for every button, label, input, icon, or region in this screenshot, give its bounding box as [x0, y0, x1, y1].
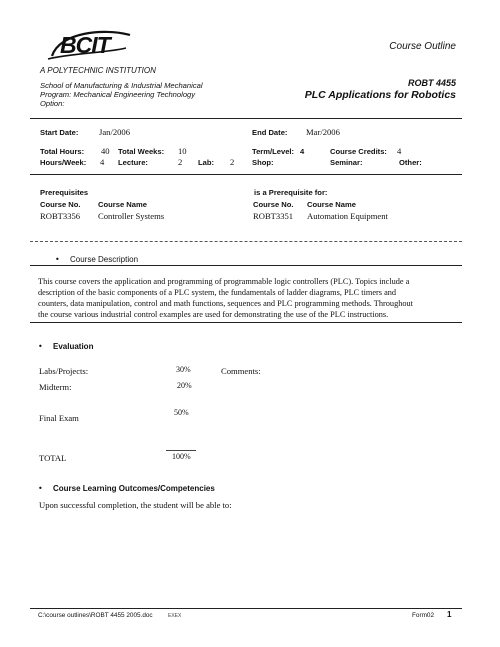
- bcit-logo: [46, 26, 132, 62]
- prereq-for-course-name: Automation Equipment: [307, 211, 388, 221]
- end-date-value: Mar/2006: [306, 127, 340, 137]
- description-line: the course various industrial control examples are used for demonstrating the use of the PLC instructions.: [38, 309, 389, 319]
- logo-text: BCIT: [60, 32, 110, 58]
- description-body: [38, 277, 462, 321]
- prereq-course-name: Controller Systems: [98, 211, 165, 221]
- outcomes-heading: Course Learning Outcomes/Competencies: [53, 484, 215, 493]
- end-date-label: End Date:: [252, 128, 288, 137]
- description-heading-underline: [30, 265, 462, 266]
- seminar-label: Seminar:: [330, 158, 363, 167]
- details-rule: [30, 174, 462, 175]
- start-date-label: Start Date:: [40, 128, 79, 137]
- course-code: ROBT 4455: [407, 78, 456, 88]
- course-credits-value: 4: [397, 146, 402, 156]
- total-weeks-label: Total Weeks:: [118, 147, 165, 156]
- total-rule: [166, 450, 196, 451]
- description-line: This course covers the application and programming of programmable logic controllers (PLC). Topics include a: [38, 277, 410, 286]
- other-label: Other:: [399, 158, 422, 167]
- eval-value-midterm: 20%: [177, 381, 192, 390]
- program-line: Program: Mechanical Engineering Technology: [40, 90, 196, 99]
- description-line: counters, data manipulation, control and math functions, sequences and PLC programming methods. Throughout: [38, 298, 413, 308]
- eval-label-final: Final Exam: [39, 413, 79, 423]
- prereq-course-no: ROBT3356: [40, 211, 81, 221]
- footer-path-tag: EXEX: [168, 613, 182, 619]
- hours-week-label: Hours/Week:: [40, 158, 87, 167]
- bullet-icon: •: [55, 255, 60, 264]
- prereq-col-course-no: Course No.: [40, 200, 81, 209]
- footer-page-number: 1: [447, 610, 452, 619]
- eval-value-labs: 30%: [176, 365, 191, 374]
- hours-week-value: 4: [100, 157, 105, 167]
- prereq-col-course-name: Course Name: [98, 200, 147, 209]
- prereq-for-col-course-name: Course Name: [307, 200, 356, 209]
- header-rule: [30, 118, 462, 119]
- shop-label: Shop:: [252, 158, 274, 167]
- prereq-for-title: is a Prerequisite for:: [254, 188, 328, 197]
- prereq-for-course-no: ROBT3351: [253, 211, 294, 221]
- doc-type: Course Outline: [389, 41, 456, 52]
- eval-label-midterm: Midterm:: [39, 382, 72, 392]
- lab-value: 2: [230, 157, 235, 167]
- bullet-icon: •: [38, 484, 43, 493]
- eval-value-final: 50%: [174, 408, 189, 417]
- term-level-label: Term/Level:: [252, 147, 295, 156]
- start-date-value: Jan/2006: [99, 127, 131, 137]
- lecture-value: 2: [178, 157, 183, 167]
- description-heading: Course Description: [70, 255, 139, 264]
- description-line: description of the basic components of a PLC system, the fundamentals of ladder diagrams, PLC timers and: [38, 287, 397, 297]
- prereq-for-col-course-no: Course No.: [253, 200, 294, 209]
- eval-total-value: 100%: [172, 452, 191, 461]
- total-weeks-value: 10: [178, 146, 187, 156]
- footer-path: C:\course outlines\ROBT 4455 2005.doc: [38, 612, 153, 619]
- footer-form: Form02: [412, 612, 435, 619]
- institution-tagline: A POLYTECHNIC INSTITUTION: [40, 66, 156, 75]
- eval-total-label: TOTAL: [39, 453, 67, 463]
- term-level-value: 4: [300, 147, 305, 156]
- bullet-icon: •: [38, 342, 43, 351]
- footer-rule: [30, 608, 462, 609]
- eval-label-labs: Labs/Projects:: [39, 366, 89, 376]
- school-line: School of Manufacturing & Industrial Mechanical: [40, 81, 203, 90]
- total-hours-value: 40: [101, 146, 110, 156]
- course-title: PLC Applications for Robotics: [304, 89, 456, 101]
- lecture-label: Lecture:: [118, 158, 148, 167]
- option-line: Option:: [40, 99, 65, 108]
- evaluation-heading: Evaluation: [53, 342, 94, 351]
- outcomes-intro: Upon successful completion, the student will be able to:: [39, 500, 232, 510]
- description-bottom-rule: [30, 322, 462, 323]
- course-credits-label: Course Credits:: [330, 147, 387, 156]
- eval-comments-label: Comments:: [221, 366, 261, 376]
- prereq-dashed-rule: [30, 241, 462, 242]
- lab-label: Lab:: [198, 158, 215, 167]
- prerequisites-title: Prerequisites: [40, 188, 89, 197]
- total-hours-label: Total Hours:: [40, 147, 85, 156]
